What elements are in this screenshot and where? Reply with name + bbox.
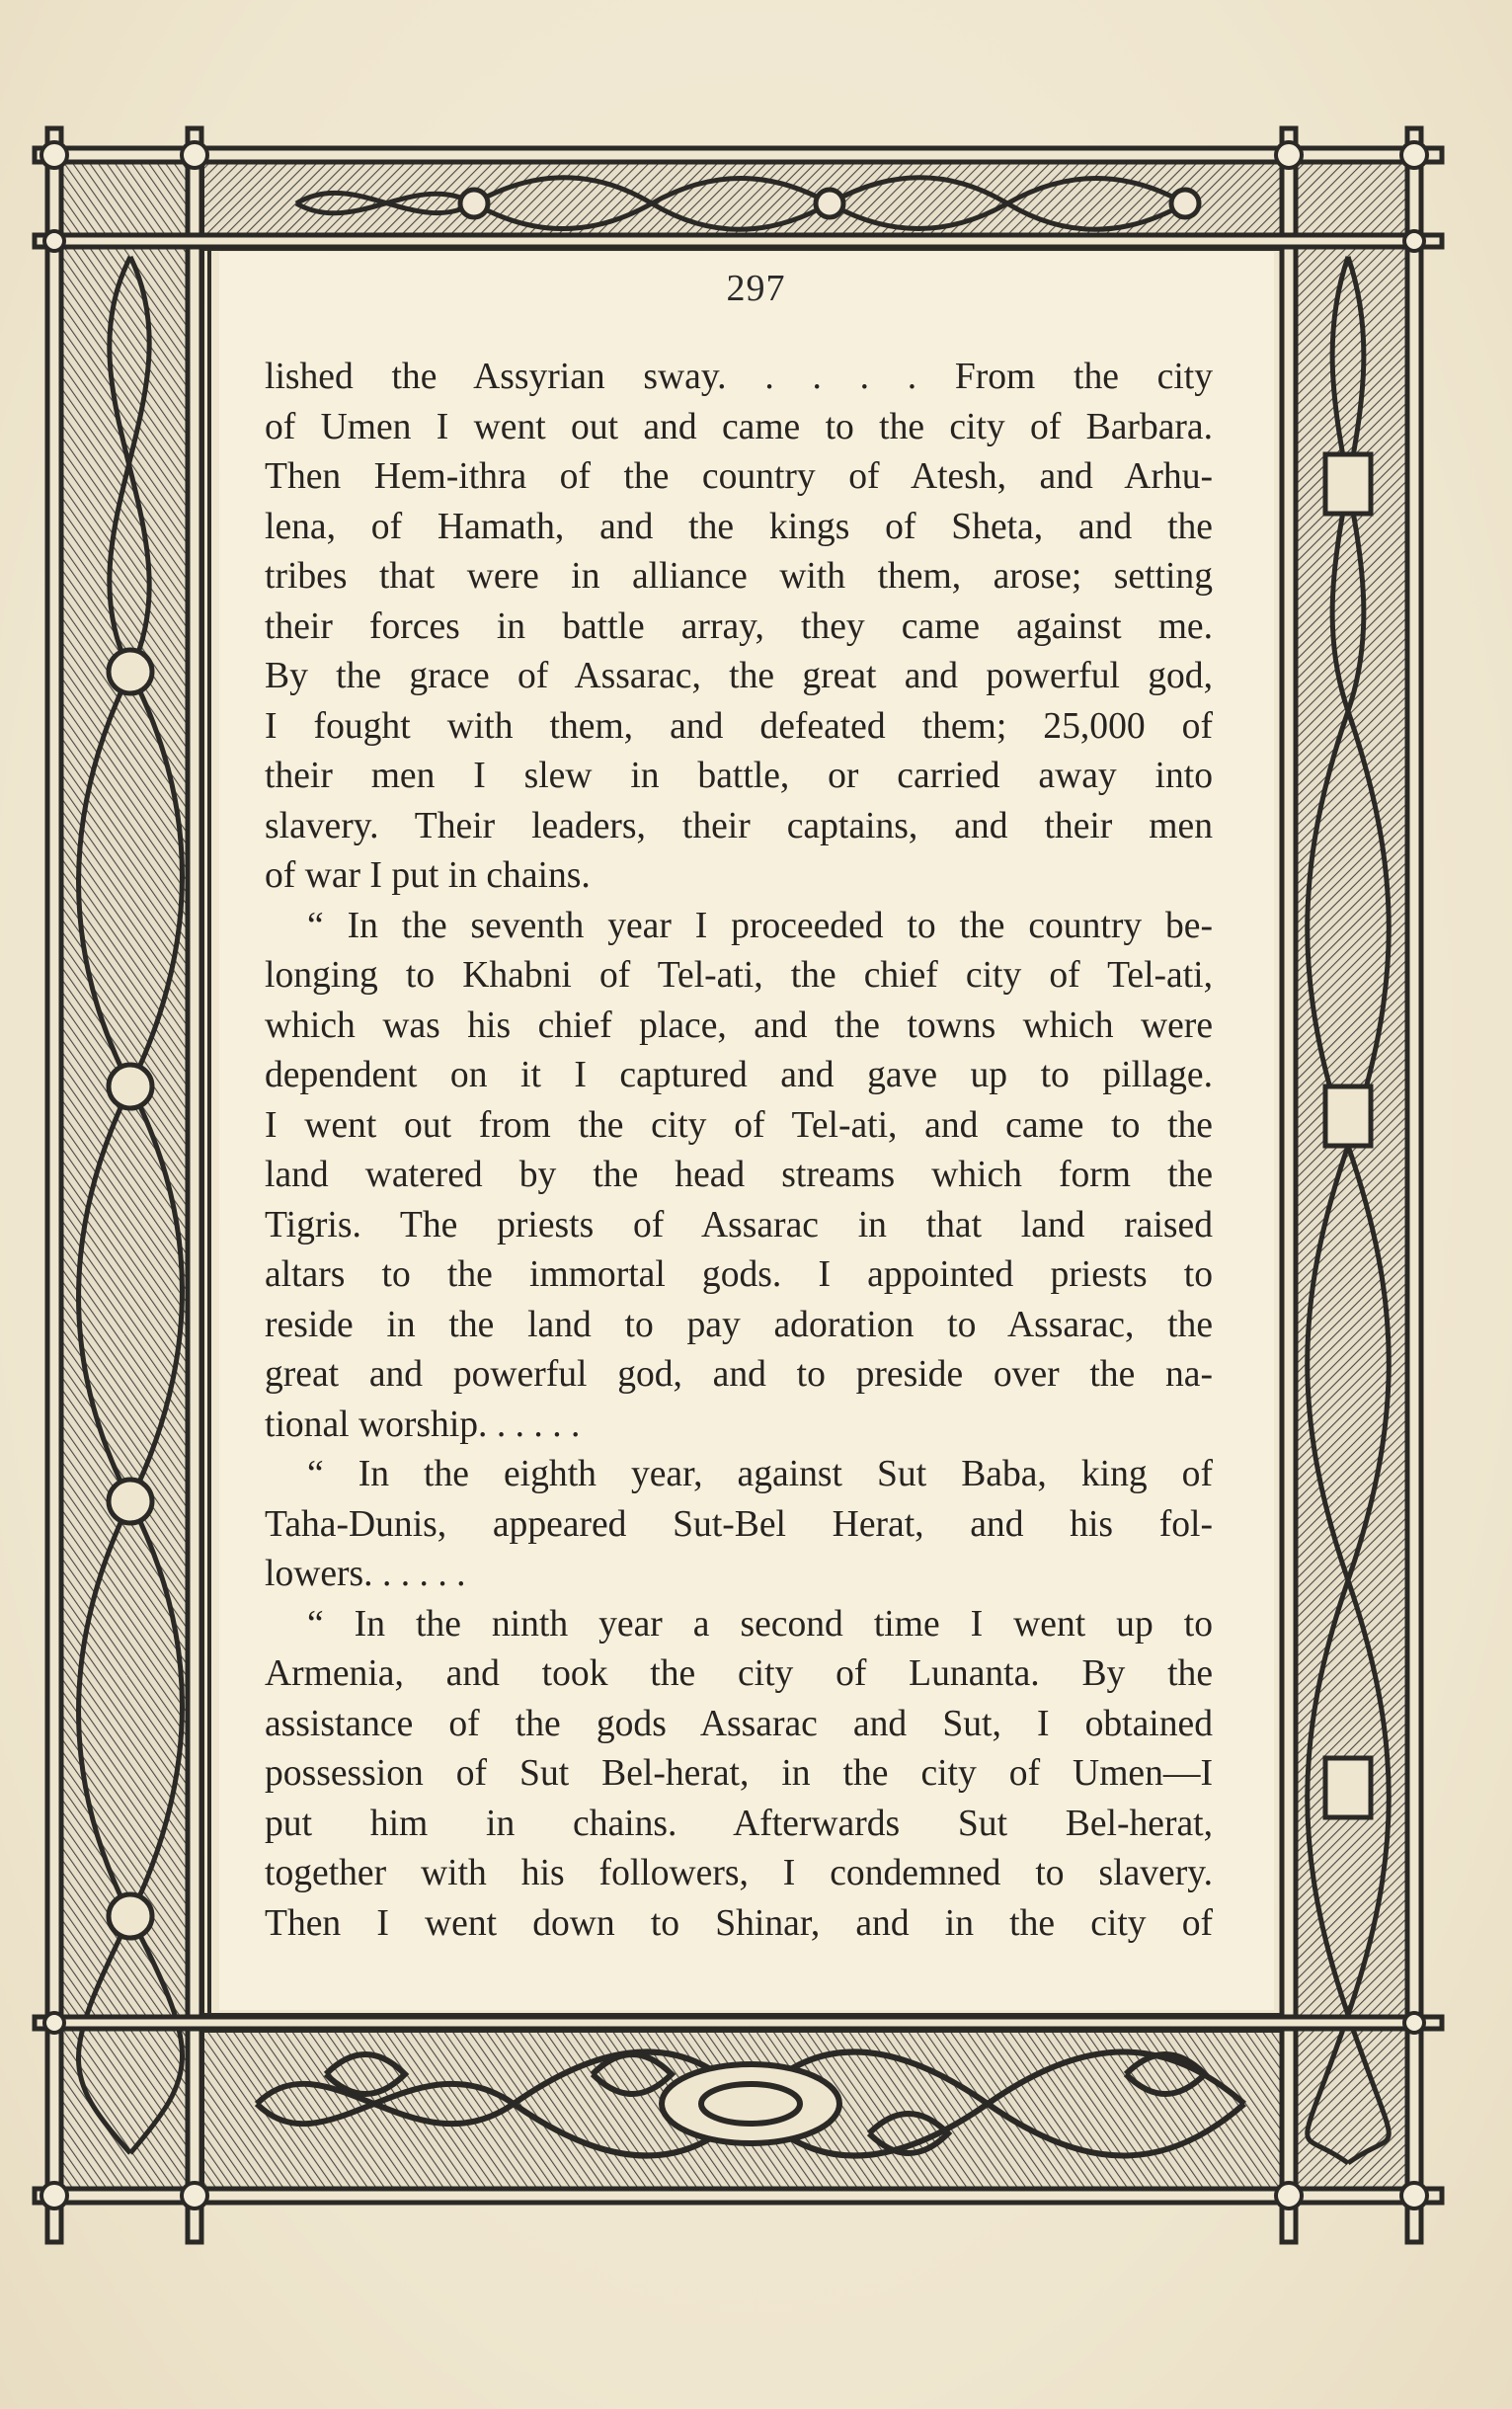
text-line: lena, of Hamath, and the kings of Sheta, and the <box>265 506 1213 547</box>
text-line: lowers. . . . . . <box>265 1554 466 1594</box>
text-line: longing to Khabni of Tel-ati, the chief city of Tel-ati, <box>265 955 1213 996</box>
text-line: tribes that were in alliance with them, arose; setting <box>265 556 1213 597</box>
paragraph-start-line: “ In the seventh year I proceeded to the country be- <box>307 905 1213 946</box>
body-text <box>265 353 1213 1949</box>
text-line: of war I put in chains. <box>265 855 591 896</box>
text-line: land watered by the head streams which form the <box>265 1155 1213 1195</box>
text-line: possession of Sut Bel-herat, in the city of Umen—I <box>265 1753 1213 1794</box>
text-line: Then Hem-ithra of the country of Atesh, and Arhu- <box>265 456 1213 497</box>
text-line: Taha-Dunis, appeared Sut-Bel Herat, and his fol- <box>265 1503 1213 1545</box>
text-line: reside in the land to pay adoration to Assarac, the <box>265 1304 1213 1345</box>
text-line: assistance of the gods Assarac and Sut, I obtained <box>265 1703 1213 1744</box>
text-line: By the grace of Assarac, the great and powerful god, <box>265 656 1213 696</box>
text-line: of Umen I went out and came to the city of Barbara. <box>265 406 1213 447</box>
text-line: lished the Assyrian sway. . . . . From the city <box>265 357 1213 397</box>
text-line: their men I slew in battle, or carried away into <box>265 756 1213 796</box>
paragraph-start-line: “ In the ninth year a second time I went up to <box>307 1603 1213 1645</box>
text-line: great and powerful god, and to preside over the na- <box>265 1354 1213 1395</box>
text-line: Then I went down to Shinar, and in the city of <box>265 1902 1213 1944</box>
text-line: I fought with them, and defeated them; 25,000 of <box>265 705 1213 747</box>
page-number: 297 <box>726 268 786 309</box>
text-line: which was his chief place, and the towns which were <box>265 1004 1213 1046</box>
text-line: tional worship. . . . . . <box>265 1404 581 1445</box>
text-line: together with his followers, I condemned to slavery. <box>265 1853 1213 1893</box>
text-line: their forces in battle array, they came against me. <box>265 605 1213 647</box>
text-line: put him in chains. Afterwards Sut Bel-herat, <box>265 1803 1213 1844</box>
text-line: Tigris. The priests of Assarac in that land raised <box>265 1204 1213 1245</box>
text-line: Armenia, and took the city of Lunanta. By the <box>265 1653 1213 1694</box>
paragraph-start-line: “ In the eighth year, against Sut Baba, king of <box>307 1454 1213 1494</box>
text-line: altars to the immortal gods. I appointed priests to <box>265 1254 1213 1295</box>
text-line: slavery. Their leaders, their captains, and their men <box>265 805 1213 846</box>
text-line: I went out from the city of Tel-ati, and came to the <box>265 1104 1213 1146</box>
text-line: dependent on it I captured and gave up to pillage. <box>265 1055 1213 1095</box>
